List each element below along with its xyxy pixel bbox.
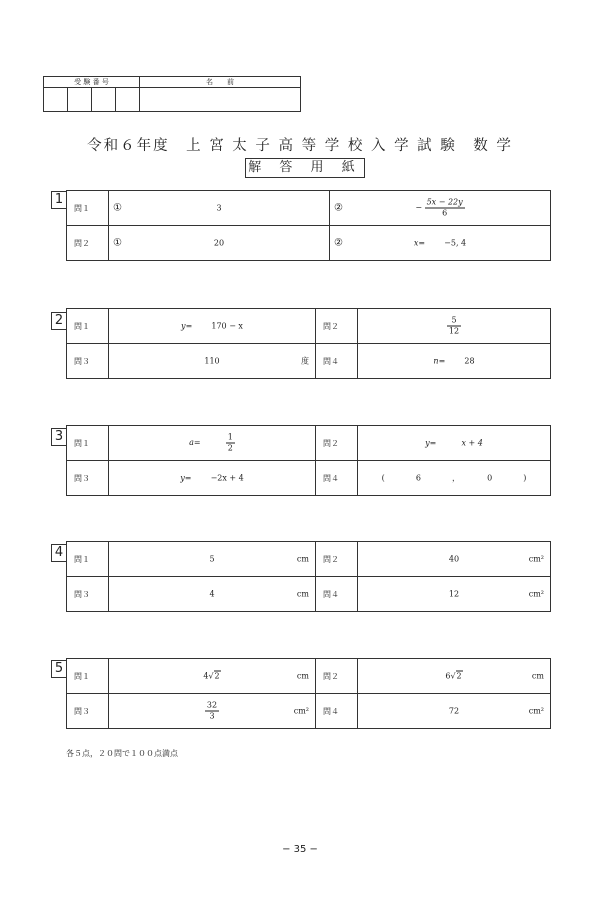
question-label: 問３: [67, 344, 109, 379]
answer-cell[interactable]: [358, 577, 551, 612]
question-1-grid: [66, 190, 551, 261]
name-box[interactable]: [140, 88, 301, 112]
unit-label: cm: [296, 589, 309, 599]
exam-id-table: [43, 76, 301, 112]
question-5-grid: [66, 658, 551, 729]
radicand: 2: [214, 671, 220, 681]
unit-label: 度: [301, 356, 309, 366]
fraction-denominator: 3: [209, 711, 215, 721]
question-label: 問２: [316, 426, 358, 461]
answer-cell[interactable]: [109, 191, 330, 226]
question-label: 問２: [316, 659, 358, 694]
part-marker: ①: [113, 202, 122, 214]
unit-label: cm²: [528, 589, 544, 599]
unit-label: cm: [296, 671, 309, 681]
answer-value: [358, 357, 550, 366]
unit-label: cm²: [528, 706, 544, 716]
answer-value: [358, 316, 550, 337]
answer-value: 20: [213, 238, 225, 248]
answer-cell[interactable]: [358, 542, 551, 577]
variable-label: y=: [425, 438, 437, 448]
radicand: 2: [456, 671, 462, 681]
unit-label: cm²: [528, 554, 544, 564]
answer-cell[interactable]: [109, 461, 316, 496]
question-label: 問２: [316, 309, 358, 344]
fraction-numerator: 5: [447, 316, 461, 327]
question-label: 問１: [67, 309, 109, 344]
exam-number-box[interactable]: [44, 88, 68, 112]
question-label: 問１: [67, 191, 109, 226]
variable-label: n=: [433, 356, 446, 366]
fraction: [425, 198, 465, 219]
coordinate-x: 6: [415, 473, 421, 483]
question-number: 2: [51, 312, 67, 330]
variable-label: x=: [413, 238, 426, 248]
answer-value: 72: [448, 706, 460, 716]
answer-value: [358, 473, 550, 484]
page-subtitle: 解 答 用 紙: [245, 158, 365, 178]
answer-value: [358, 439, 550, 448]
question-4-grid: [66, 541, 551, 612]
answer-cell[interactable]: [109, 226, 330, 261]
answer-cell[interactable]: [358, 461, 551, 496]
fraction-denominator: 6: [442, 208, 448, 218]
fraction-numerator: 1: [227, 432, 233, 442]
answer-cell[interactable]: [330, 226, 551, 261]
coordinate-y: 0: [487, 473, 493, 483]
part-marker: ②: [334, 202, 343, 214]
answer-value: 40: [448, 554, 460, 564]
answer-cell[interactable]: [358, 426, 551, 461]
question-label: 問４: [316, 344, 358, 379]
question-label: 問２: [67, 226, 109, 261]
exam-number-box[interactable]: [92, 88, 116, 112]
question-3-grid: [66, 425, 551, 496]
open-paren: (: [381, 473, 385, 483]
question-number: 5: [51, 660, 67, 678]
answer-value: 4: [209, 589, 215, 599]
unit-label: cm²: [293, 706, 309, 716]
question-label: 問４: [316, 461, 358, 496]
answer-value: [109, 433, 315, 454]
answer-value: [358, 672, 550, 681]
answer-cell[interactable]: [358, 694, 551, 729]
exam-number-box[interactable]: [116, 88, 140, 112]
coefficient: 4: [203, 671, 209, 681]
sqrt-icon: √: [450, 671, 456, 681]
page-title: 令和６年度 上 宮 太 子 高 等 学 校 入 学 試 験 数 学: [87, 138, 513, 154]
sqrt-icon: √: [208, 671, 214, 681]
answer-value: 3: [216, 203, 222, 213]
fraction: [226, 433, 235, 454]
fraction-denominator: 12: [448, 326, 460, 336]
fraction-denominator: 2: [227, 443, 233, 453]
answer-cell[interactable]: [330, 191, 551, 226]
question-label: 問３: [67, 694, 109, 729]
answer-cell[interactable]: [109, 426, 316, 461]
answer-value: [109, 672, 315, 681]
answer-cell[interactable]: [109, 694, 316, 729]
question-label: 問４: [316, 694, 358, 729]
scoring-note: 各５点，２０問で１００点満点: [66, 749, 178, 758]
close-paren: ): [523, 473, 527, 483]
fraction-numerator: 5x − 22y: [426, 197, 463, 207]
answer-value: [330, 239, 550, 248]
name-label: 名 前: [140, 77, 301, 88]
page-number: − 35 −: [282, 844, 318, 855]
comma: ，: [452, 473, 460, 483]
minus-sign: −: [415, 203, 423, 212]
variable-label: y=: [181, 321, 193, 331]
answer-text: −2x + 4: [210, 473, 244, 483]
answer-text: 28: [464, 356, 475, 366]
question-label: 問１: [67, 426, 109, 461]
question-2-grid: [66, 308, 551, 379]
question-label: 問３: [67, 461, 109, 496]
answer-value: [330, 198, 550, 219]
variable-label: y=: [180, 473, 192, 483]
question-number: 1: [51, 191, 67, 209]
unit-label: cm: [531, 671, 544, 681]
exam-number-label: 受 験 番 号: [44, 77, 140, 88]
answer-cell[interactable]: [109, 542, 316, 577]
variable-label: a=: [189, 438, 201, 447]
coefficient: 6: [445, 671, 451, 681]
answer-text: −5, 4: [444, 238, 467, 248]
answer-cell[interactable]: [358, 344, 551, 379]
answer-value: [109, 322, 315, 331]
question-number: 4: [51, 544, 67, 562]
question-label: 問１: [67, 542, 109, 577]
fraction: [447, 316, 461, 337]
answer-cell[interactable]: [358, 659, 551, 694]
fraction: [205, 701, 219, 722]
answer-cell[interactable]: [109, 309, 316, 344]
answer-text: x + 4: [461, 438, 483, 448]
question-label: 問４: [316, 577, 358, 612]
answer-value: 5: [209, 554, 215, 564]
part-marker: ①: [113, 237, 122, 249]
answer-cell[interactable]: [109, 577, 316, 612]
answer-value: [109, 474, 315, 483]
answer-text: 170 − x: [211, 321, 243, 331]
unit-label: cm: [296, 554, 309, 564]
part-marker: ②: [334, 237, 343, 249]
answer-cell[interactable]: [358, 309, 551, 344]
question-label: 問１: [67, 659, 109, 694]
question-label: 問３: [67, 577, 109, 612]
answer-cell[interactable]: [109, 659, 316, 694]
answer-value: 12: [448, 589, 460, 599]
fraction-numerator: 32: [206, 700, 218, 710]
answer-value: [109, 701, 315, 722]
exam-number-box[interactable]: [68, 88, 92, 112]
answer-cell[interactable]: [109, 344, 316, 379]
answer-value: 110: [204, 356, 220, 366]
question-number: 3: [51, 428, 67, 446]
question-label: 問２: [316, 542, 358, 577]
